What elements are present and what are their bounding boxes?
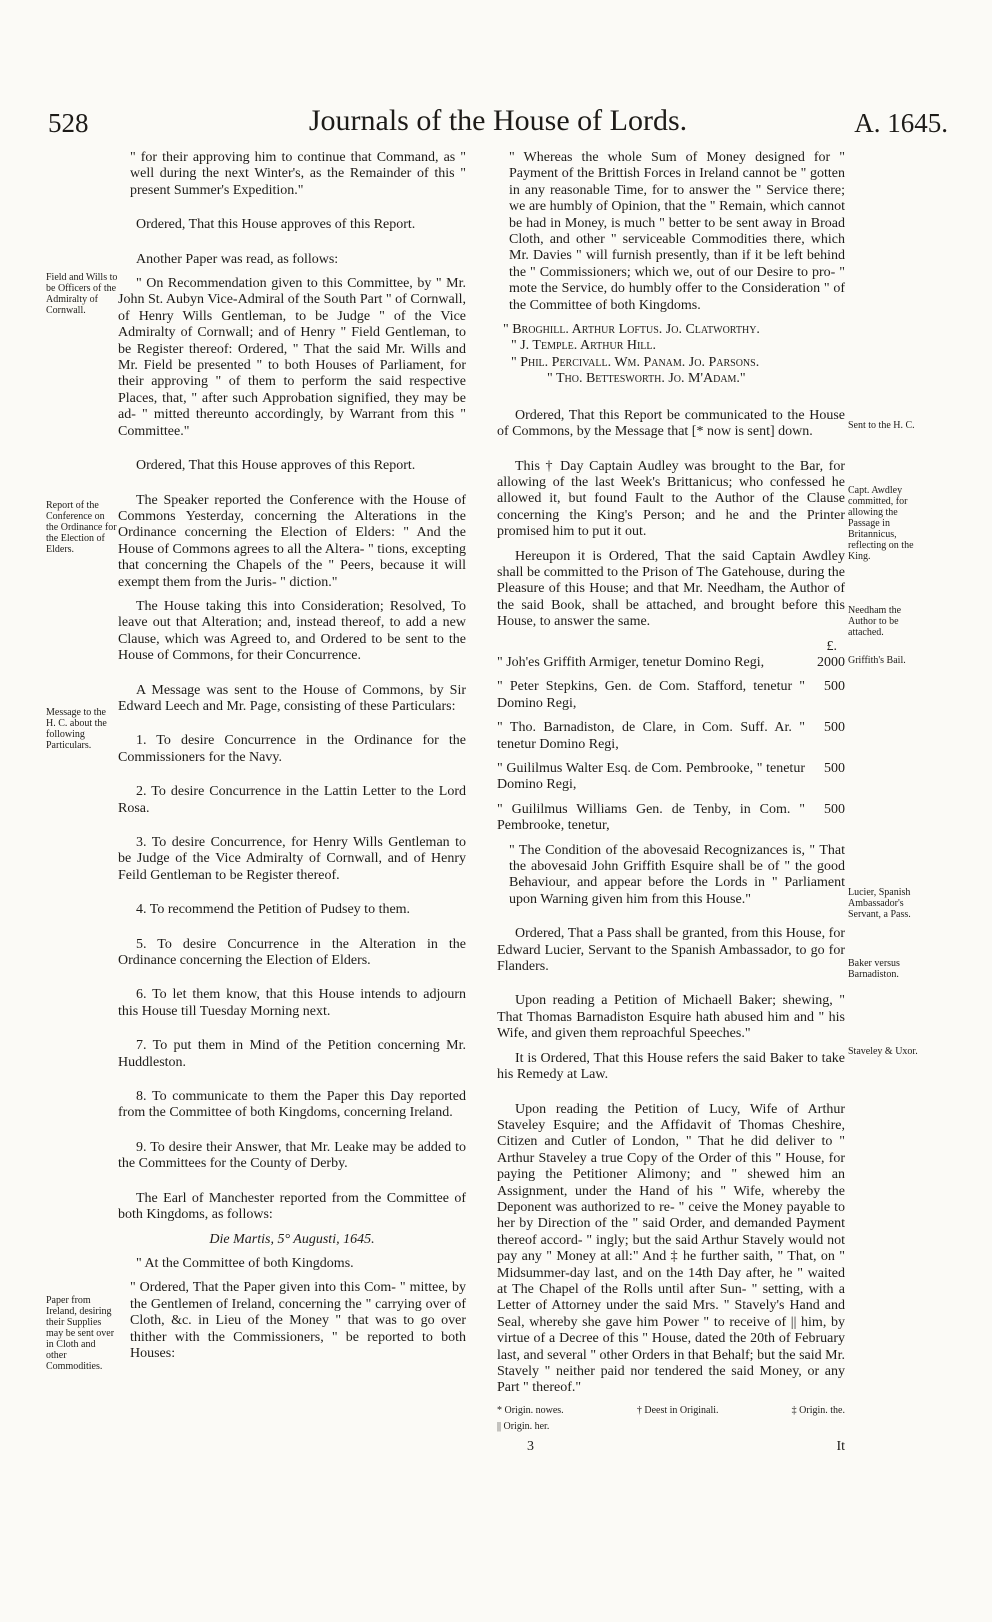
paragraph: " At the Committee of both Kingdoms. — [136, 1255, 354, 1271]
footnotes — [497, 1405, 845, 1417]
margin-note-baker: Baker versus Barnadiston. — [848, 958, 900, 980]
signature-line: " Broghill. Arthur Loftus. Jo. Clatworthy. — [503, 322, 760, 338]
bail-text: " Peter Stepkins, Gen. de Com. Stafford, tenetur " Domino Regi, — [497, 679, 805, 711]
footnote: † Deest in Originali. — [636, 1404, 719, 1416]
margin-note-conference: Report of the Conference on the Ordinance for the Election of Elders. — [46, 500, 117, 555]
bail-entry — [497, 655, 845, 671]
signature-mark: 3 — [527, 1438, 534, 1454]
paragraph: Ordered, That this House approves of this Report. — [136, 217, 416, 233]
paragraph: Ordered, That this Report be communicated to the House of Commons, by the Message that [* now is sent] down. — [497, 407, 845, 440]
bail-entry — [497, 679, 845, 712]
bail-amount: 500 — [824, 761, 845, 776]
running-title: Journals of the House of Lords. — [308, 104, 688, 137]
page-number: 528 — [48, 108, 89, 138]
year: A. 1645. — [854, 108, 948, 138]
footnote: ‡ Origin. the. — [791, 1404, 845, 1416]
paragraph: Upon reading a Petition of Michaell Baker; shewing, " That Thomas Barnadiston Esquire hath abused him and " his Wife, and given them reproachful Speeches." — [497, 993, 845, 1042]
bail-text: " Tho. Barnadiston, de Clare, in Com. Suff. Ar. " tenetur Domino Regi, — [497, 720, 805, 752]
footnotes — [497, 1421, 845, 1433]
list-item: 5. To desire Concurrence in the Alteration in the Ordinance concerning the Election of Elders. — [118, 936, 466, 969]
bail-entry — [497, 802, 845, 835]
bail-entry — [497, 720, 845, 753]
footnote: * Origin. nowes. — [497, 1404, 564, 1416]
paragraph: " for their approving him to continue that Command, as " well during the next Winter's, as the Remainder of this " present Summer's Expedition." — [130, 150, 466, 198]
margin-note-paper-ireland: Paper from Ireland, desiring their Supplies may be sent over in Cloth and other Commodities. — [46, 1295, 115, 1372]
right-column — [497, 150, 845, 1455]
signature-line: " Phil. Percivall. Wm. Panam. Jo. Parsons. — [511, 354, 760, 370]
signature-line: " J. Temple. Arthur Hill. — [511, 338, 657, 354]
bail-text: " Guililmus Williams Gen. de Tenby, in Com. " Pembrooke, tenetur, — [497, 801, 805, 834]
signature-line: " Tho. Betteswortн. Jo. M'Adam." — [547, 371, 746, 387]
paragraph: " On Recommendation given to this Committee, by " Mr. John St. Aubyn Vice-Admiral of the South Part " of Cornwall, of Henry Wills Gentleman, to be Judge " of the Vice Admiralty of Cornwall; and of Henry " Field Gentleman, to be Register thereof: Ordered, " That the said Mr. Wills and Mr. Field be presented " to both Houses of Parliament, for their approving " of them to perform the said respective Places, that, " after such Approbation signified, they may be ad- " mitted thereunto accordingly, by Warrant from this " Committee." — [118, 276, 466, 439]
catchword: It — [836, 1438, 845, 1454]
paragraph: Ordered, That a Pass shall be granted, from this House, for Edward Lucier, Servant to the Spanish Ambassador, to go for Flanders. — [497, 926, 845, 975]
page-foot — [497, 1439, 845, 1455]
page-header — [48, 104, 948, 144]
paragraph: It is Ordered, That this House refers the said Baker to take his Remedy at Law. — [497, 1050, 845, 1083]
paragraph: A Message was sent to the House of Commons, by Sir Edward Leech and Mr. Page, consisting of these Particulars: — [118, 682, 466, 714]
bail-text: " Joh'es Griffith Armiger, tenetur Domino Regi, — [497, 654, 765, 670]
list-item: 6. To let them know, that this House intends to adjourn this House till Tuesday Morning next. — [118, 987, 466, 1019]
paragraph: " The Condition of the abovesaid Recognizances is, " That the abovesaid John Griffith Esquire shall be of " the good Behaviour, and appear before the Lords in " Parliament upon Warning given him from this House." — [509, 842, 845, 907]
margin-note-sent: Sent to the H. C. — [848, 420, 915, 431]
paragraph: Ordered, That this House approves of this Report. — [136, 458, 416, 474]
paragraph: Hereupon it is Ordered, That the said Captain Awdley shall be committed to the Prison of The Gatehouse, during the Pleasure of this House; and that Mr. Needham, the Author of the said Book, shall be attached, and brought before this House, to answer the same. — [497, 548, 845, 630]
left-column — [118, 150, 466, 1370]
margin-note-staveley: Staveley & Uxor. — [848, 1046, 918, 1057]
margin-note-lucier: Lucier, Spanish Ambassador's Servant, a Pass. — [848, 887, 911, 920]
paragraph: This † Day Captain Audley was brought to the Bar, for allowing of the last Week's Brittanicus; who confessed he allowed it, but found Fault to the Author of the Clause concerning the King's Person; and he and the Printer promised him to put it out. — [497, 458, 845, 540]
bail-amount: 500 — [824, 801, 845, 817]
list-item: 8. To communicate to them the Paper this Day reported from the Committee of both Kingdoms, concerning Ireland. — [118, 1089, 466, 1121]
bail-amount: 500 — [824, 679, 845, 695]
paragraph: Another Paper was read, as follows: — [136, 251, 339, 267]
list-item: 1. To desire Concurrence in the Ordinance for the Commissioners for the Navy. — [118, 733, 466, 765]
margin-note-field-wills: Field and Wills to be Officers of the Admiralty of Cornwall. — [46, 272, 118, 316]
bail-entry — [497, 761, 845, 794]
paragraph: " Whereas the whole Sum of Money designed for " Payment of the Brittish Forces in Ireland cannot be " gotten in any reasonable Time, for to answer the " Service there; we are humbly of Opinion, that the " Remain, which cannot be had in Money, is much " better to be sent away in Broad Cloth, and other " serviceable Commodities there, which Mr. Davies " will furnish presently, than if it be left behind the " Commissioners; which we, out of our Desire to pro- " mote the Service, do humbly offer to the Consideration " of the Committee of both Kingdoms. — [509, 150, 845, 313]
paragraph: The Speaker reported the Conference with the House of Commons Yesterday, concerning the Alterations in the Ordinance concerning the Election of Elders: " And the House of Commons agrees to all the Altera- " tions, excepting that concerning the Chapels of the " Peers, because it will exempt them from the Juris- " diction." — [118, 492, 466, 590]
bail-amount: 2000 — [817, 654, 845, 670]
currency-mark: £. — [826, 638, 837, 654]
list-item: 4. To recommend the Petition of Pudsey to them. — [136, 902, 411, 918]
paragraph: Upon reading the Petition of Lucy, Wife of Arthur Staveley Esquire; and the Affidavit of Thomas Cheshire, Citizen and Cutler of London, " That he did deliver to " Arthur Staveley a true Copy of the Order of this " House, for paying the Petitioner Alimony; and " shewed him an Assignment, under the Hand of his " Wife, whereby the Deponent was authorized to re- " ceive the Money payable to her by Direction of the " said Order, and demanded Payment thereof accord- " ingly; but the said Arthur Stavely would not pay any " Money at all:" And ‡ he further saith, " That, on " Midsummer-day last, and on the 14th Day after, he " waited at The Chapel of the Rolls until after Sun- " setting, with a Letter of Attorney under the said Mrs. " Stavely's Hand and Seal, whereby she gave him Power " to receive of || him, by virtue of a Decree of this " House, dated the 20th of February last, and several " other Orders in that Behalf; but the said Mr. Stavely " neither paid nor tendered the said Money, or any Part " thereof." — [497, 1101, 845, 1396]
list-item: 2. To desire Concurrence in the Lattin Letter to the Lord Rosa. — [118, 784, 466, 816]
margin-note-griffith: Griffith's Bail. — [848, 655, 906, 666]
paragraph: " Ordered, That the Paper given into this Com- " mittee, by the Gentlemen of Ireland, concerning the " carrying over of Cloth, &c. in Lieu of the Money " that was to go over thither with the Commissioners, " be reported to both Houses: — [130, 1280, 466, 1361]
signatures — [497, 322, 845, 388]
bail-text: " Guililmus Walter Esq. de Com. Pembrooke, " tenetur Domino Regi, — [497, 761, 805, 793]
margin-note-audley: Capt. Awdley committed, for allowing the Passage in Britannicus, reflecting on the King. — [848, 485, 914, 562]
bail-amount: 500 — [824, 720, 845, 736]
list-item: 9. To desire their Answer, that Mr. Leake may be added to the Committees for the County of Derby. — [118, 1139, 466, 1172]
paragraph: The House taking this into Consideration; Resolved, To leave out that Alteration; and, instead thereof, to add a new Clause, which was Agreed to, and Ordered to be sent to the House of Commons, for their Concurrence. — [118, 598, 466, 664]
list-item: 7. To put them in Mind of the Petition concerning Mr. Huddleston. — [118, 1038, 466, 1070]
date-line: Die Martis, 5° Augusti, 1645. — [209, 1231, 375, 1247]
footnote: || Origin. her. — [497, 1420, 550, 1432]
list-item: 3. To desire Concurrence, for Henry Wills Gentleman to be Judge of the Vice Admiralty of Cornwall, and of Henry Feild Gentleman to be Register thereof. — [118, 835, 466, 883]
margin-note-message: Message to the H. C. about the following Particulars. — [46, 707, 107, 751]
paragraph: The Earl of Manchester reported from the Committee of both Kingdoms, as follows: — [118, 1190, 466, 1223]
margin-note-needham: Needham the Author to be attached. — [848, 605, 902, 638]
